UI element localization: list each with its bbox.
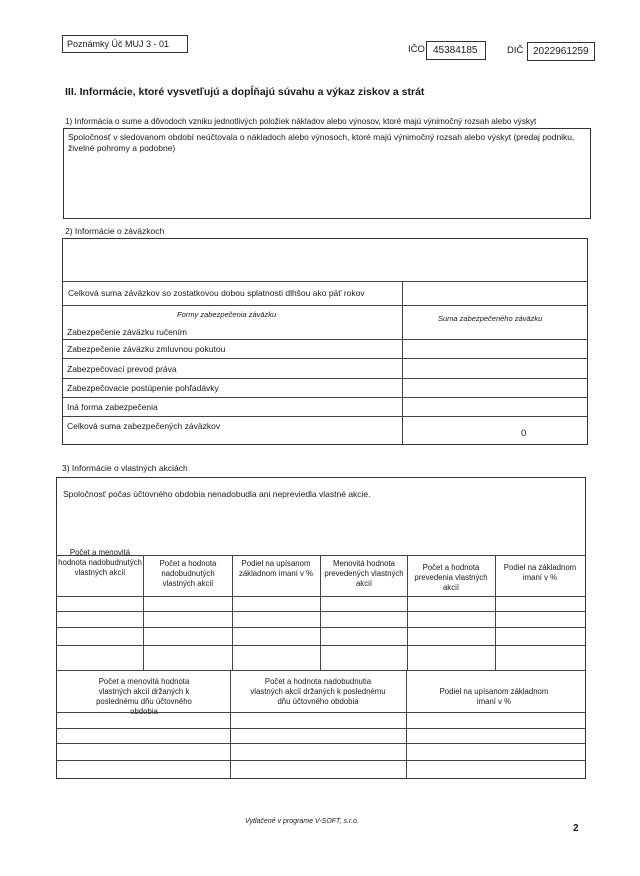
s2-row-1: Zabezpečenie záväzku zmluvnou pokutou: [67, 344, 226, 354]
s3-heading: 3) Informácie o vlastných akciách: [62, 463, 188, 473]
s2-total-value: 0: [521, 428, 527, 439]
s3-table: [56, 477, 586, 779]
s2-total-5y-label: Celková suma záväzkov so zostatkovou dobou splatnosti dlhšou ako päť rokov: [68, 288, 365, 298]
s2-row-2: Zabezpečovací prevod práva: [67, 364, 177, 374]
ico-value: 45384185: [433, 45, 478, 56]
s2-row-0: Zabezpečenie záväzku ručením: [67, 327, 188, 337]
s2-row-5: Celková suma zabezpečených záväzkov: [67, 421, 221, 431]
s3-col2-2: Podiel na upísanom základnom imaní v %: [439, 687, 549, 706]
s1-heading: 1) Informácia o sume a dôvodoch vzniku jednotlivých položiek nákladov alebo výnosov, ktoré majú výnimočný rozsah alebo výskyt: [65, 117, 537, 126]
s3-col-2: Podiel na upísanom základnom imaní v %: [238, 559, 314, 578]
dic-label: DIČ: [507, 45, 524, 56]
s2-col-sum: Suma zabezpečeného záväzku: [438, 314, 543, 323]
section-title: III. Informácie, ktoré vysvetľujú a dopĺňajú súvahu a výkaz ziskov a strát: [65, 86, 425, 98]
footer-printed: Vytlačené v programe V-SOFT, s.r.o.: [245, 818, 359, 825]
s1-text: Spoločnosť v sledovanom období neúčtovala o nákladoch alebo výnosoch, ktoré majú výnimočný rozsah alebo výskyt (predaj podniku, živelné pohromy a podobne): [68, 132, 575, 153]
s2-col-forms: Formy zabezpečenia záväzku: [177, 310, 277, 319]
s2-row-3: Zabezpečovacie postúpenie pohľadávky: [67, 383, 219, 393]
page-number: 2: [573, 823, 579, 834]
dic-value: 2022961259: [533, 46, 589, 57]
s3-col-4: Počet a hodnota prevedenia vlastných akcií: [414, 563, 488, 592]
s2-row-4: Iná forma zabezpečenia: [67, 402, 158, 412]
ico-label: IČO: [408, 44, 425, 55]
s2-table: [62, 238, 588, 445]
s3-col-1: Počet a hodnota nadobudnutých vlastných akcií: [159, 559, 217, 588]
notes-form-label: Poznámky Úč MUJ 3 - 01: [67, 39, 170, 49]
s3-col-5: Podiel na základnom imaní v %: [503, 563, 577, 582]
s2-heading: 2) Informácie o záväzkoch: [65, 226, 165, 236]
s3-col2-0: Počet a menovitá hodnota vlastných akcií držaných k poslednému dňu účtovného obdobia: [96, 677, 192, 716]
s3-col-0: Počet a menovitá hodnota nadobudnutých vlastných akcií: [58, 548, 142, 577]
s3-text: Spoločnosť počas účtovného obdobia nenadobudla ani nepreviedla vlastné akcie.: [63, 489, 371, 499]
s3-col2-1: Počet a hodnota nadobudnutia vlastných akcií držaných k poslednému dňu účtovného obdobia: [250, 677, 386, 706]
s3-col-3: Menovitá hodnota prevedených vlastných akcií: [324, 559, 404, 588]
